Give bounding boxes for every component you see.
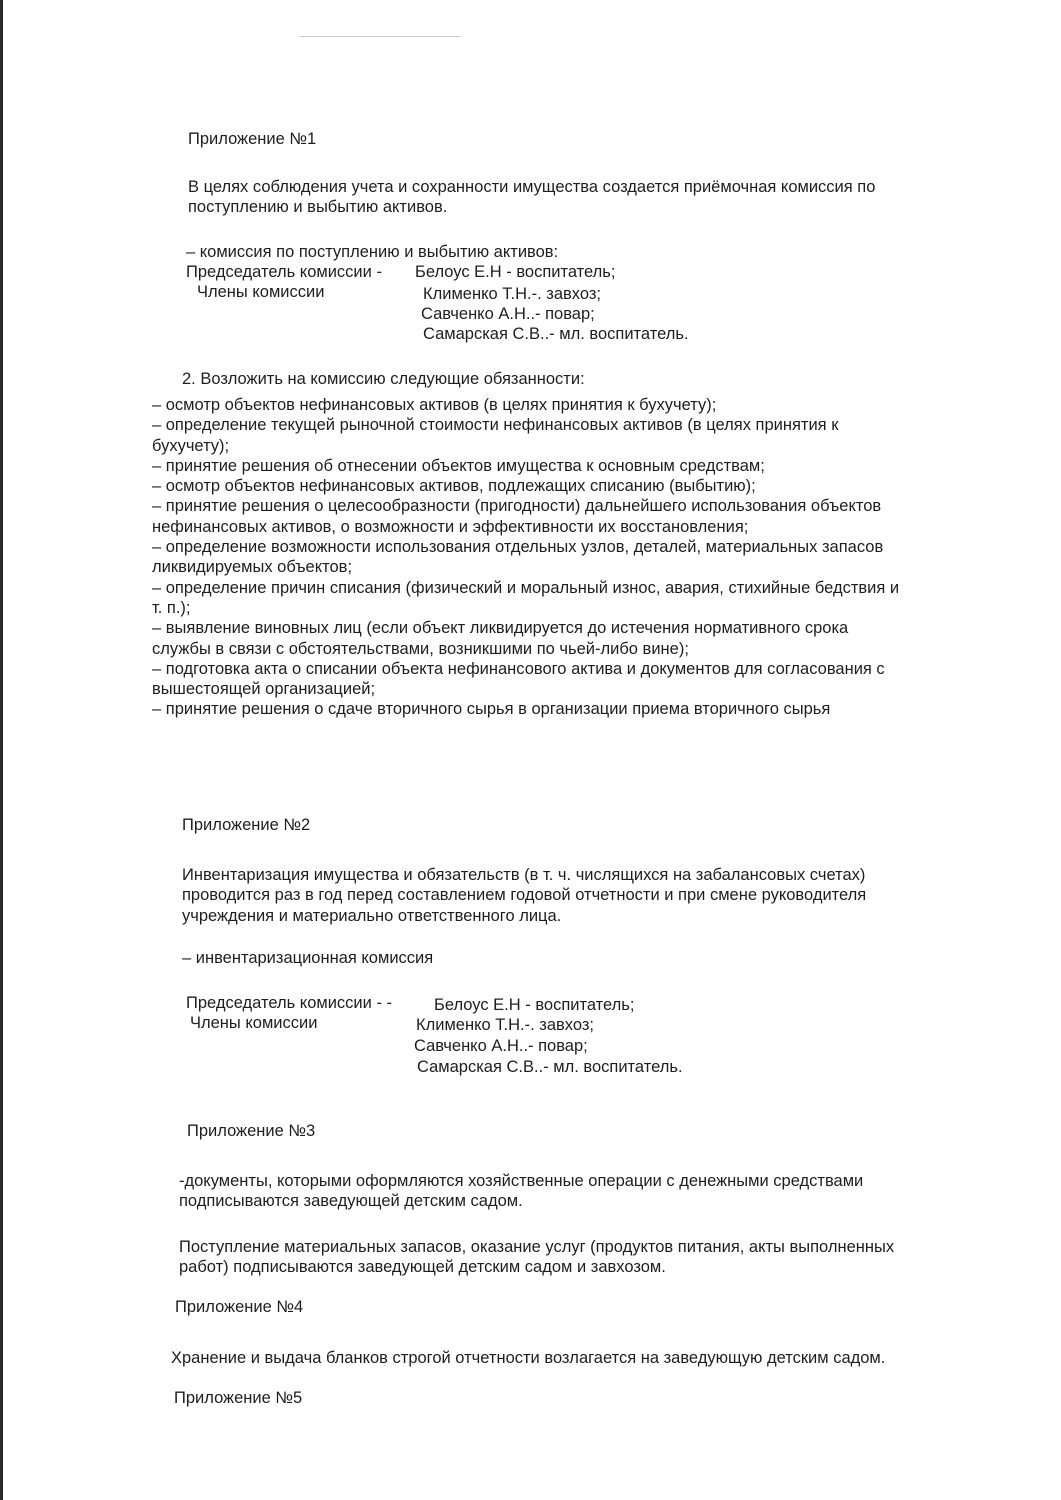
duty-line: – принятие решения о сдаче вторичного сырья в организации приема вторичного сырья — [152, 700, 831, 719]
duty-line: – принятие решения об отнесении объектов имущества к основным средствам; — [152, 456, 765, 475]
appendix-3-para-2 — [179, 1237, 894, 1278]
para-line: работ) подписываются заведующей детским садом и завхозом. — [179, 1258, 666, 1277]
scan-mark — [300, 36, 460, 37]
appendix-3-heading: Приложение №3 — [187, 1122, 316, 1140]
member-3: Самарская С.В..- мл. воспитатель. — [417, 1058, 683, 1076]
duty-line: – определение текущей рыночной стоимости нефинансовых активов (в целях принятия к — [152, 416, 839, 435]
appendix-5-heading: Приложение №5 — [174, 1389, 303, 1407]
appendix-1-heading: Приложение №1 — [188, 130, 317, 148]
chair-name: Белоус Е.Н - воспитатель; — [434, 996, 635, 1014]
duty-line: службы в связи с обстоятельствами, возникшими по чьей-либо вине); — [152, 639, 689, 658]
duty-line: – выявление виновных лиц (если объект ликвидируется до истечения нормативного срока — [152, 619, 849, 638]
duty-line: – принятие решения о целесообразности (пригодности) дальнейшего использования объектов — [152, 497, 882, 516]
duty-line: – осмотр объектов нефинансовых активов (в целях принятия к бухучету); — [152, 396, 717, 414]
appendix-3-para-1 — [179, 1171, 863, 1212]
appendix-1-intro — [188, 177, 875, 218]
duty-line: – определение возможности использования отдельных узлов, деталей, материальных запасов — [152, 538, 884, 557]
duty-line: т. п.); — [152, 598, 191, 617]
duty-line: – подготовка акта о списании объекта нефинансового актива и документов для согласования с — [152, 659, 885, 678]
scan-edge — [0, 0, 3, 1500]
appendix-4-heading: Приложение №4 — [175, 1298, 304, 1316]
duty-line: – осмотр объектов нефинансовых активов, подлежащих списанию (выбытию); — [152, 477, 756, 496]
para-line: подписываются заведующей детским садом. — [179, 1192, 523, 1211]
members-label: Члены комиссии — [190, 1014, 318, 1032]
para-line: -документы, которыми оформляются хозяйственные операции с денежными средствами — [179, 1172, 864, 1190]
member-1: Клименко Т.Н.-. завхоз; — [423, 285, 601, 303]
commission-title: – комиссия по поступлению и выбытию активов: — [186, 243, 559, 261]
duty-line: бухучету); — [152, 436, 230, 455]
intro-line: Инвентаризация имущества и обязательств (в т. ч. числящихся на забалансовых счетах) — [182, 866, 866, 884]
duty-line: вышестоящей организацией; — [152, 680, 376, 699]
duty-line: нефинансовых активов, о возможности и эффективности их восстановления; — [152, 517, 749, 536]
duties-heading: 2. Возложить на комиссию следующие обязанности: — [182, 370, 585, 388]
duty-line: ликвидируемых объектов; — [152, 558, 353, 577]
member-2: Савченко А.Н..- повар; — [421, 305, 595, 323]
duties-list — [152, 395, 899, 720]
member-2: Савченко А.Н..- повар; — [414, 1037, 588, 1055]
chair-label: Председатель комиссии - - — [186, 994, 393, 1012]
appendix-2-intro — [182, 865, 866, 926]
chair-name: Белоус Е.Н - воспитатель; — [415, 263, 616, 281]
para-line: Поступление материальных запасов, оказание услуг (продуктов питания, акты выполненных — [179, 1238, 895, 1256]
intro-line-2: поступлению и выбытию активов. — [188, 198, 448, 217]
intro-line: учреждения и материально ответственного лица. — [182, 906, 562, 925]
member-3: Самарская С.В..- мл. воспитатель. — [423, 325, 689, 343]
chair-label: Председатель комиссии - — [186, 263, 382, 281]
members-label: Члены комиссии — [197, 283, 325, 301]
inventory-commission-title: – инвентаризационная комиссия — [182, 949, 434, 967]
duty-line: – определение причин списания (физический и моральный износ, авария, стихийные бедствия и — [152, 578, 900, 597]
member-1: Клименко Т.Н.-. завхоз; — [416, 1016, 594, 1034]
intro-line-1: В целях соблюдения учета и сохранности имущества создается приёмочная комиссия по — [188, 178, 876, 196]
appendix-4-text: Хранение и выдача бланков строгой отчетности возлагается на заведующую детским садом. — [171, 1349, 886, 1367]
appendix-2-heading: Приложение №2 — [182, 816, 311, 834]
intro-line: проводится раз в год перед составлением годовой отчетности и при смене руководителя — [182, 886, 867, 905]
